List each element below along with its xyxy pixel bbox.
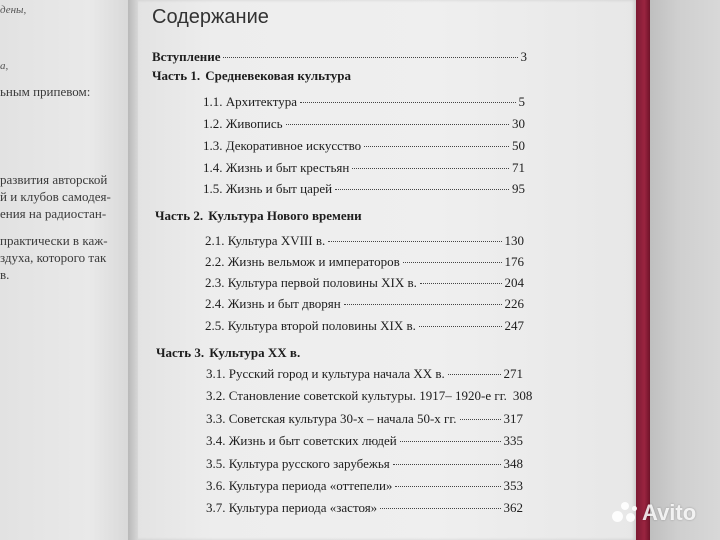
toc-row-chapter — [206, 411, 523, 427]
toc-row-intro — [152, 49, 527, 65]
toc-row-chapter — [203, 116, 525, 132]
previous-page-line: ения на радиостан- — [0, 206, 107, 221]
previous-page — [0, 0, 128, 540]
toc-entry-label: 1.1. Архитектура — [203, 94, 297, 109]
background-surface — [650, 0, 720, 540]
toc-entry-label: 3.6. Культура периода «оттепели» — [206, 478, 393, 493]
previous-page-line: дены, — [0, 4, 27, 16]
previous-page-line: практически в каж- — [0, 233, 108, 248]
toc-leader-dots — [286, 124, 509, 125]
toc-row-chapter — [205, 275, 524, 291]
toc-leader-dots — [448, 374, 501, 375]
previous-page-line: ьным припевом: — [0, 84, 91, 99]
toc-entry-label: 1.2. Живопись — [203, 116, 283, 131]
toc-row-chapter — [203, 138, 525, 154]
book-cover-edge — [636, 0, 650, 540]
toc-row-chapter — [205, 296, 524, 312]
toc-page-number: 5 — [518, 94, 525, 109]
toc-page-number: 204 — [504, 275, 524, 290]
toc-entry-label: 3.3. Советская культура 30-х – начала 50-х гг. — [206, 411, 457, 426]
toc-leader-dots — [300, 102, 516, 103]
toc-leader-dots — [328, 241, 501, 242]
toc-page-number: 50 — [512, 138, 525, 153]
toc-row-chapter — [203, 94, 525, 110]
previous-page-line: здуха, которого так — [0, 250, 107, 265]
toc-leader-dots — [400, 441, 501, 442]
toc-page-number: 271 — [503, 366, 523, 381]
part-title: Культура XX в. — [209, 345, 301, 360]
toc-entry-label: 3.1. Русский город и культура начала XX в. — [206, 366, 445, 381]
previous-page-line: развития авторской — [0, 172, 108, 187]
toc-page-number: 362 — [503, 500, 523, 515]
toc-leader-dots — [223, 57, 517, 58]
toc-leader-dots — [403, 262, 502, 263]
toc-row-chapter — [205, 233, 524, 249]
toc-entry-label: 2.2. Жизнь вельмож и императоров — [205, 254, 400, 269]
toc-leader-dots — [380, 508, 500, 509]
toc-row-chapter — [203, 160, 525, 176]
toc-entry-label: 3.5. Культура русского зарубежья — [206, 456, 390, 471]
part-number: Часть 1. — [152, 68, 201, 83]
page-title: Содержание — [152, 6, 269, 28]
toc-leader-dots — [364, 146, 509, 147]
toc-row-chapter — [205, 254, 524, 270]
toc-entry-label: 2.3. Культура первой половины XIX в. — [205, 275, 417, 290]
previous-page-line: в. — [0, 267, 10, 282]
toc-entry-label: 2.5. Культура второй половины XIX в. — [205, 318, 416, 333]
toc-page-number: 71 — [512, 160, 525, 175]
toc-entry-label: 2.4. Жизнь и быт дворян — [205, 296, 341, 311]
toc-page-number: 30 — [512, 116, 525, 131]
toc-page-number: 247 — [504, 318, 524, 333]
toc-row-chapter — [206, 478, 523, 494]
toc-entry-label: 3.7. Культура периода «застоя» — [206, 500, 378, 515]
avito-logo-icon — [612, 502, 638, 524]
toc-leader-dots — [395, 486, 500, 487]
toc-leader-dots — [344, 304, 502, 305]
part-title: Культура Нового времени — [208, 208, 362, 223]
toc-entry-label: 1.4. Жизнь и быт крестьян — [203, 160, 350, 175]
part-number: Часть 2. — [155, 208, 204, 223]
toc-row-chapter — [206, 366, 523, 382]
avito-watermark-text: Avito — [642, 500, 697, 525]
toc-leader-dots — [420, 283, 502, 284]
toc-row-chapter — [206, 456, 523, 472]
toc-row-chapter — [206, 433, 523, 449]
toc-page-number: 353 — [503, 478, 523, 493]
toc-entry-label: 1.3. Декоративное искусство — [203, 138, 362, 153]
toc-page-number: 348 — [503, 456, 523, 471]
toc-leader-dots — [419, 326, 502, 327]
toc-leader-dots — [352, 168, 509, 169]
part-number: Часть 3. — [156, 345, 205, 360]
toc-entry-label: Вступление — [152, 49, 221, 64]
toc-page-number: 335 — [503, 433, 523, 448]
avito-watermark — [612, 500, 696, 526]
toc-entry-label: 2.1. Культура XVIII в. — [205, 233, 326, 248]
toc-row-chapter — [205, 318, 524, 334]
toc-page-number: 226 — [504, 296, 524, 311]
toc-row-chapter — [203, 181, 525, 197]
toc-entry-label: 3.4. Жизнь и быт советских людей — [206, 433, 397, 448]
toc-page-number: 308 — [512, 388, 533, 403]
toc-part-3 — [156, 345, 300, 361]
part-title: Средневековая культура — [205, 68, 351, 83]
toc-leader-dots — [393, 464, 501, 465]
toc-page-number: 130 — [504, 233, 524, 248]
toc-page-number: 317 — [503, 411, 523, 426]
toc-leader-dots — [335, 189, 509, 190]
toc-entry-label: 3.2. Становление советской культуры. 1917– 1920-е гг. — [206, 388, 507, 403]
toc-row-chapter — [206, 500, 523, 516]
toc-row-chapter — [206, 388, 533, 404]
toc-page-number: 3 — [520, 49, 527, 64]
toc-entry-label: 1.5. Жизнь и быт царей — [203, 181, 333, 196]
toc-page-number: 176 — [504, 254, 524, 269]
toc-part-1 — [152, 68, 351, 84]
toc-leader-dots — [460, 419, 501, 420]
toc-part-2 — [155, 208, 362, 224]
toc-page-number: 95 — [512, 181, 525, 196]
previous-page-line: а, — [0, 60, 9, 72]
previous-page-line: й и клубов самодея- — [0, 189, 111, 204]
